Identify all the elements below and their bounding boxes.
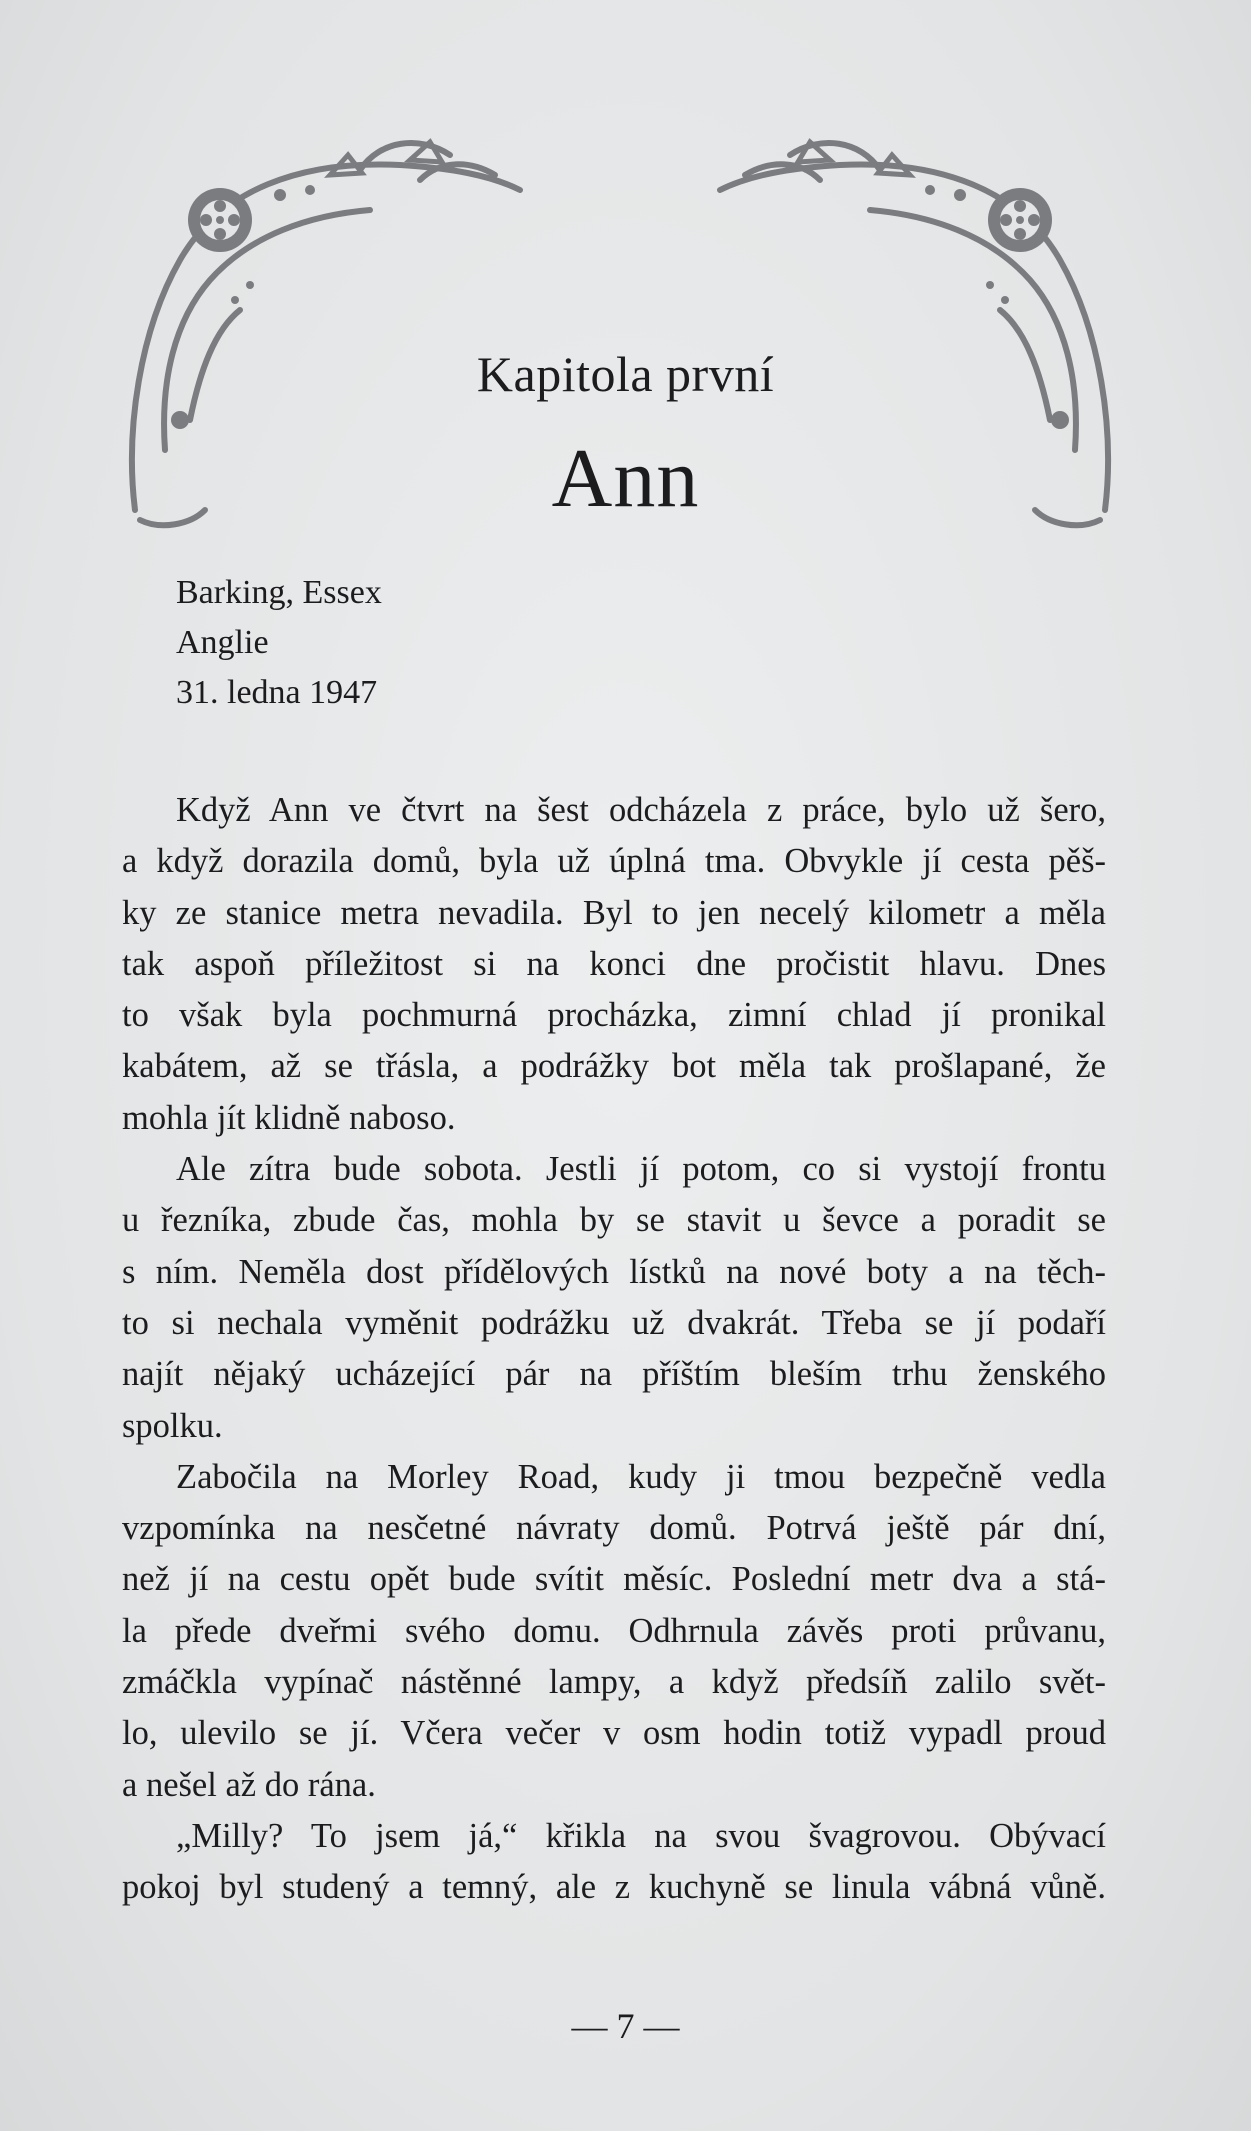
chapter-title: Ann bbox=[551, 432, 700, 525]
text-line: s ním. Neměla dost přídělových lístků na nové boty a na těch- bbox=[122, 1252, 1106, 1291]
text-line: Ale zítra bude sobota. Jestli jí potom, co si vystojí frontu bbox=[176, 1150, 1106, 1189]
text-line: tak aspoň příležitost si na konci dne pročistit hlavu. Dnes bbox=[122, 944, 1106, 983]
text-line: a nešel až do rána. bbox=[122, 1765, 376, 1804]
text-line: to si nechala vyměnit podrážku už dvakrát. Třeba se jí podaří bbox=[122, 1303, 1106, 1342]
text-line: la přede dveřmi svého domu. Odhrnula závěs proti průvanu, bbox=[122, 1611, 1106, 1650]
date-line: 31. ledna 1947 bbox=[176, 674, 378, 711]
text-line: mohla jít klidně naboso. bbox=[122, 1098, 456, 1137]
chapter-label: Kapitola první bbox=[476, 346, 775, 402]
body-text bbox=[122, 785, 1106, 1914]
text-line: pokoj byl studený a temný, ale z kuchyně se linula vábná vůně. bbox=[122, 1868, 1106, 1907]
text-line: to však byla pochmurná procházka, zimní chlad jí pronikal bbox=[122, 996, 1106, 1035]
location-block bbox=[176, 568, 382, 718]
text-line: u řezníka, zbude čas, mohla by se stavit u ševce a poradit se bbox=[122, 1201, 1106, 1240]
location-line: Anglie bbox=[176, 624, 269, 661]
location-line: Barking, Essex bbox=[176, 574, 382, 611]
text-line: a když dorazila domů, byla už úplná tma. Obvykle jí cesta pěš- bbox=[122, 842, 1106, 881]
text-line: zmáčkla vypínač nástěnné lampy, a když předsíň zalilo svět- bbox=[122, 1663, 1106, 1702]
text-line: než jí na cestu opět bude svítit měsíc. Poslední metr dva a stá- bbox=[122, 1560, 1106, 1599]
page-number: — 7 — bbox=[571, 2006, 680, 2046]
text-line: ky ze stanice metra nevadila. Byl to jen necelý kilometr a měla bbox=[122, 893, 1106, 932]
text-line: najít nějaký ucházející pár na příštím bleším trhu ženského bbox=[122, 1355, 1106, 1394]
text-line: „Milly? To jsem já,“ křikla na svou švagrovou. Obývací bbox=[176, 1816, 1106, 1855]
text-line: vzpomínka na nesčetné návraty domů. Potrvá ještě pár dní, bbox=[122, 1509, 1106, 1548]
text-line: spolku. bbox=[122, 1406, 223, 1445]
text-line: Zabočila na Morley Road, kudy ji tmou bezpečně vedla bbox=[176, 1457, 1106, 1496]
text-line: Když Ann ve čtvrt na šest odcházela z práce, bylo už šero, bbox=[176, 791, 1106, 829]
text-line: lo, ulevilo se jí. Včera večer v osm hodin totiž vypadl proud bbox=[122, 1714, 1106, 1753]
text-line: kabátem, až se třásla, a podrážky bot měla tak prošlapané, že bbox=[122, 1047, 1106, 1086]
